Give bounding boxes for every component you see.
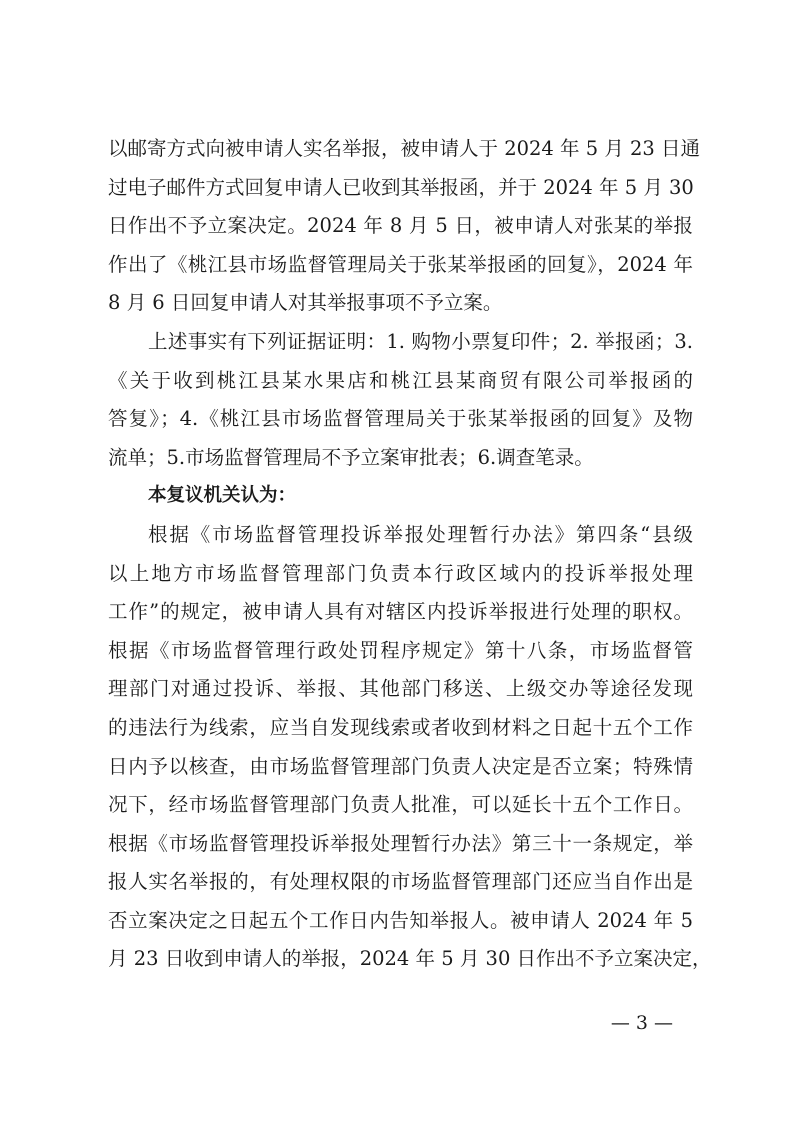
paragraph-facts xyxy=(108,130,701,323)
text-line: 日内予以核查，由市场监督管理部门负责人决定是否立案；特殊情 xyxy=(108,754,693,778)
text-line: 8 月 6 日回复申请人对其举报事项不予立案。 xyxy=(108,291,503,315)
text-line: 上述事实有下列证据证明：1. 购物小票复印件；2. 举报函；3. xyxy=(148,329,693,353)
paragraph-evidence xyxy=(108,323,693,477)
text-line: 根据《市场监督管理行政处罚程序规定》第十八条，市场监督管 xyxy=(108,638,693,662)
text-line: 的违法行为线索，应当自发现线索或者收到材料之日起十五个工作 xyxy=(108,715,693,739)
text-line: 理部门对通过投诉、举报、其他部门移送、上级交办等途径发现 xyxy=(108,677,693,701)
text-line: 况下，经市场监督管理部门负责人批准，可以延长十五个工作日。 xyxy=(108,793,693,817)
text-line: 根据《市场监督管理投诉举报处理暂行办法》第四条“县级 xyxy=(148,522,693,546)
document-body xyxy=(108,130,712,979)
page-number: — 3 — xyxy=(610,1012,673,1034)
text-line: 报人实名举报的，有处理权限的市场监督管理部门还应当自作出是 xyxy=(108,870,693,894)
text-line: 《关于收到桃江县某水果店和桃江县某商贸有限公司举报函的 xyxy=(108,368,693,392)
text-line: 工作”的规定，被申请人具有对辖区内投诉举报进行处理的职权。 xyxy=(108,600,693,624)
paragraph-reasoning xyxy=(108,516,712,979)
text-line: 日作出不予立案决定。2024 年 8 月 5 日，被申请人对张某的举报 xyxy=(108,214,693,238)
section-heading: 本复议机关认为： xyxy=(148,485,297,507)
text-line: 根据《市场监督管理投诉举报处理暂行办法》第三十一条规定，举 xyxy=(108,831,693,855)
text-line: 以上地方市场监督管理部门负责本行政区域内的投诉举报处理 xyxy=(108,561,693,585)
text-line: 过电子邮件方式回复申请人已收到其举报函，并于 2024 年 5 月 30 xyxy=(108,175,694,199)
text-line: 答复》；4.《桃江县市场监督管理局关于张某举报函的回复》及物 xyxy=(108,407,693,431)
text-line: 作出了《桃江县市场监督管理局关于张某举报函的回复》，2024 年 xyxy=(108,252,693,276)
text-line: 否立案决定之日起五个工作日内告知举报人。被申请人 2024 年 5 xyxy=(108,908,693,932)
text-line: 月 23 日收到申请人的举报，2024 年 5 月 30 日作出不予立案决定， xyxy=(108,947,712,971)
text-line: 以邮寄方式向被申请人实名举报，被申请人于 2024 年 5 月 23 日通 xyxy=(108,137,701,160)
text-line: 流单；5.市场监督管理局不予立案审批表；6.调查笔录。 xyxy=(108,445,594,469)
